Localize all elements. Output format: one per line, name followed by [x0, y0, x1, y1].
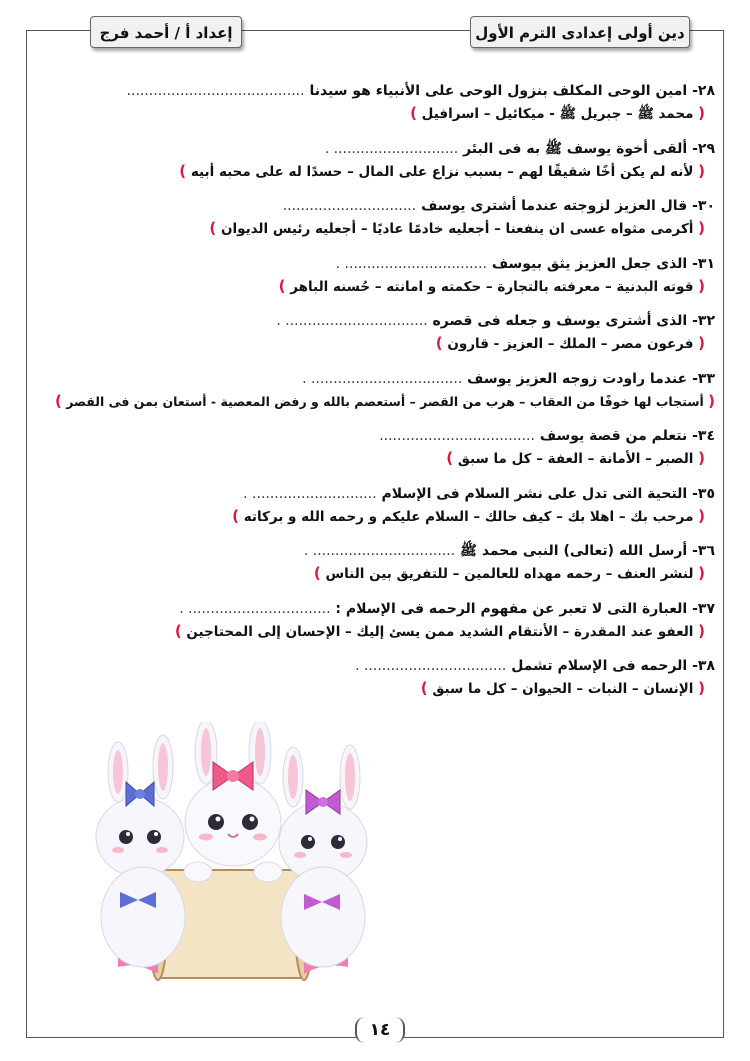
answer-blank: ............................ .	[324, 140, 459, 157]
question-text	[60, 540, 715, 562]
question-stem: الذى جعل العزيز يثق بيوسف	[491, 255, 688, 272]
question-item	[60, 540, 715, 598]
answer-blank: ................................ .	[179, 600, 331, 617]
question-options	[60, 620, 715, 643]
question-number: ٣٨-	[692, 658, 715, 674]
question-options	[60, 447, 715, 470]
question-stem: العبارة التى لا تعبر عن مفهوم الرحمه فى الإسلام :	[335, 600, 688, 617]
question-stem: أرسل الله (تعالى) النبى محمد ﷺ	[460, 543, 688, 559]
open-paren: (	[698, 564, 705, 582]
answer-blank: ............................ .	[243, 485, 377, 502]
options-text: محمد ﷺ – جبريل ﷺ - ميكائيل – اسرافيل	[421, 106, 694, 122]
answer-blank: ................................ .	[276, 313, 428, 329]
question-number: ٣٦-	[692, 543, 715, 559]
question-stem: عندما راودت زوجه العزيز يوسف	[467, 370, 688, 387]
open-paren: (	[698, 506, 705, 525]
question-text	[60, 598, 715, 620]
options-text: لأنه لم يكن أخًا شقيقًا لهم – بسبب نزاع على المال – حسدًا له على محبه أبيه	[190, 163, 694, 180]
page-number: ١٤	[355, 1017, 405, 1043]
question-number: ٣٣-	[692, 370, 715, 387]
answer-blank: ........................................	[126, 83, 305, 99]
options-text: أكرمى مثواه عسى ان ينفعنا – أجعليه خادمًا عاديًا – أجعليه رئيس الديوان	[220, 221, 694, 237]
answer-blank: ................................ .	[355, 658, 507, 674]
open-paren: (	[698, 621, 705, 640]
question-number: ٣٤-	[692, 428, 715, 444]
questions-list	[54, 80, 715, 713]
close-paren: )	[313, 564, 321, 582]
question-options	[60, 160, 715, 183]
question-text	[60, 80, 715, 102]
options-text: العفو عند المقدرة – الأنتقام الشديد ممن يسئ إليك – الإحسان إلى المحتاجين	[186, 623, 694, 640]
question-item	[60, 483, 715, 541]
question-text	[60, 483, 715, 505]
bunnies-illustration	[88, 722, 378, 984]
question-stem: الذى أشترى يوسف و جعله فى قصره	[432, 313, 688, 329]
options-text: مرحب بك – اهلا بك – كيف حالك – السلام عليكم و رحمه الله و بركاته	[243, 508, 694, 525]
close-paren: )	[278, 276, 286, 295]
question-text	[60, 368, 715, 390]
question-item	[60, 310, 715, 368]
question-item	[60, 253, 715, 311]
question-stem: قال العزيز لزوجته عندما أشترى يوسف	[421, 198, 688, 214]
options-text: فرعون مصر – الملك – العزيز - قارون	[447, 336, 694, 352]
open-paren: (	[708, 391, 715, 410]
question-stem: نتعلم من قصة يوسف	[539, 428, 688, 444]
options-text: لنشر العنف – رحمه مهداه للعالمين – للتفريق بين الناس	[325, 566, 694, 582]
question-number: ٣١-	[692, 255, 715, 272]
options-text: الصبر – الأمانة – العفة – كل ما سبق	[457, 451, 694, 467]
author-name: إعداد أ / أحمد فرج	[99, 24, 233, 42]
question-number: ٣٢-	[692, 313, 715, 329]
question-number: ٢٩-	[692, 140, 715, 157]
answer-blank: .................................. .	[302, 370, 463, 387]
question-options	[60, 505, 715, 528]
options-text: أستجاب لها خوفًا من العقاب – هرب من القصر – أستعصم بالله و رفض المعصية - أستعان بمن فى القصر	[66, 393, 704, 409]
question-text	[60, 425, 715, 447]
question-options	[54, 390, 715, 413]
course-title-tab	[470, 16, 690, 48]
answer-blank: ................................ .	[303, 543, 456, 559]
options-text: قوته البدنية – معرفته بالتجارة – حكمته و امانته – حُسنه الباهر	[290, 278, 694, 295]
question-item	[60, 655, 715, 713]
close-paren: )	[410, 104, 417, 122]
answer-blank: ...................................	[379, 428, 535, 444]
open-paren: (	[698, 334, 705, 352]
question-text	[60, 310, 715, 332]
question-number: ٣٥-	[692, 485, 715, 502]
answer-blank: ................................ .	[335, 255, 487, 272]
question-stem: التحية التى تدل على نشر السلام فى الإسلام	[381, 485, 688, 502]
close-paren: )	[446, 449, 454, 467]
close-paren: )	[232, 506, 239, 525]
question-options	[60, 275, 715, 298]
bunny-middle	[184, 722, 282, 882]
options-text: الإنسان – النبات – الحيوان – كل ما سبق	[432, 681, 694, 697]
question-item	[54, 368, 715, 426]
question-number: ٣٧-	[692, 600, 715, 617]
question-text	[60, 195, 715, 217]
close-paren: )	[435, 334, 443, 352]
question-stem: ألقى أخوة يوسف ﷺ به فى البئر	[463, 140, 688, 157]
open-paren: (	[698, 679, 705, 697]
question-stem: امين الوحى المكلف بنزول الوحى على الأنبياء هو سيدنا	[309, 83, 688, 99]
close-paren: )	[209, 219, 217, 237]
open-paren: (	[698, 449, 705, 467]
course-title: دين أولى إعدادى الترم الأول	[475, 24, 685, 42]
question-number: ٣٠-	[692, 198, 715, 214]
question-item	[60, 138, 715, 196]
close-paren: )	[420, 679, 428, 697]
question-item	[60, 598, 715, 656]
open-paren: (	[698, 161, 705, 180]
question-options	[60, 332, 715, 355]
question-text	[60, 655, 715, 677]
question-options	[60, 102, 715, 125]
question-options	[60, 677, 715, 700]
question-stem: الرحمه فى الإسلام تشمل	[511, 658, 688, 674]
question-text	[60, 253, 715, 275]
question-item	[60, 80, 715, 138]
question-item	[60, 425, 715, 483]
author-tab	[90, 16, 242, 48]
answer-blank: ..............................	[282, 198, 417, 214]
bunny-left	[96, 735, 185, 967]
question-text	[60, 138, 715, 160]
open-paren: (	[698, 276, 705, 295]
question-item	[60, 195, 715, 253]
question-options	[60, 217, 715, 240]
bunny-right	[279, 745, 367, 967]
close-paren: )	[54, 391, 62, 410]
open-paren: (	[698, 219, 705, 237]
open-paren: (	[698, 104, 705, 122]
close-paren: )	[174, 621, 182, 640]
question-number: ٢٨-	[692, 83, 715, 99]
close-paren: )	[179, 161, 187, 180]
question-options	[60, 562, 715, 585]
